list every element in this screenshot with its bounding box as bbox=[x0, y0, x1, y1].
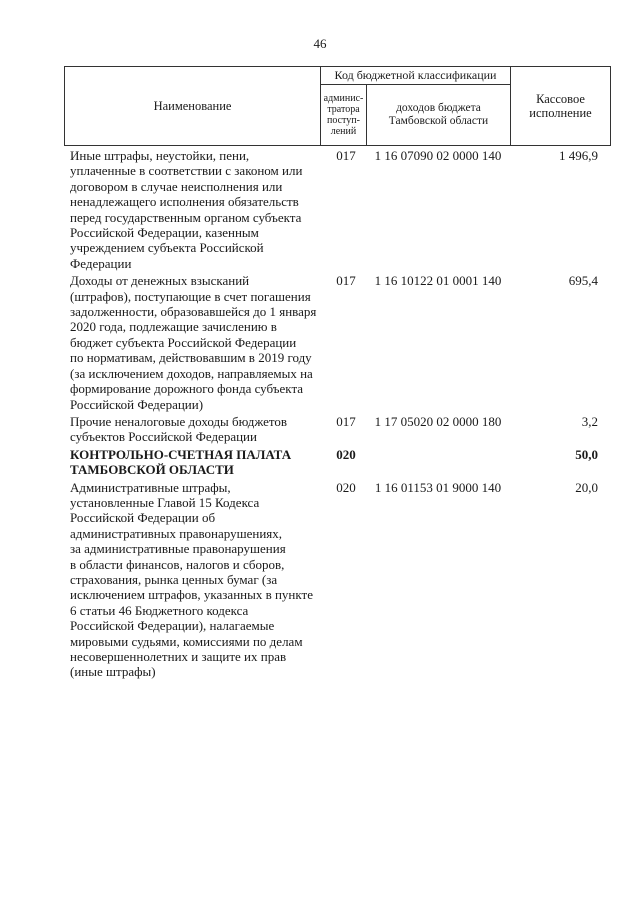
table-row-section bbox=[64, 447, 610, 480]
row-name-line: Иные штрафы, неустойки, пени, bbox=[70, 148, 250, 163]
header-admin-line: админис- bbox=[323, 92, 364, 104]
row-admin-code: 017 bbox=[336, 413, 356, 429]
row-name-line: бюджет субъекта Российской Федерации bbox=[70, 334, 297, 350]
row-name-line: Прочие неналоговые доходы бюджетов bbox=[70, 413, 288, 429]
row-name-line: по нормативам, действовавшим в 2019 году bbox=[70, 350, 312, 366]
row-name-line: (штрафов), поступающие в счет погашения bbox=[70, 288, 311, 304]
row-name-line: ТАМБОВСКОЙ ОБЛАСТИ bbox=[70, 462, 234, 478]
row-name-line: несовершеннолетних и защите их прав bbox=[70, 649, 287, 664]
row-value: 695,4 bbox=[568, 273, 598, 289]
row-name-line: в области финансов, налогов и сборов, bbox=[70, 556, 285, 572]
header-admin bbox=[321, 85, 367, 146]
row-name-line: Доходы от денежных взысканий bbox=[70, 273, 250, 289]
header-admin-line: тратора bbox=[327, 103, 360, 115]
table-row bbox=[64, 273, 610, 414]
row-value: 1 496,9 bbox=[559, 148, 598, 163]
row-name bbox=[64, 447, 320, 480]
row-name bbox=[64, 148, 320, 273]
header-name: Наименование bbox=[65, 67, 321, 146]
row-value: 3,2 bbox=[581, 413, 598, 429]
row-name-line: установленные Главой 15 Кодекса bbox=[70, 494, 260, 510]
row-name-line: административных правонарушениях, bbox=[70, 525, 282, 541]
row-name bbox=[64, 414, 320, 447]
table-row bbox=[64, 414, 610, 447]
table-header bbox=[64, 66, 611, 146]
table-body bbox=[64, 148, 610, 682]
row-name-line: учреждением субъекта Российской bbox=[70, 240, 264, 256]
row-name-line: формирование дорожного фонда субъекта bbox=[70, 381, 304, 397]
header-income bbox=[367, 85, 511, 146]
row-admin-code: 017 bbox=[336, 148, 356, 163]
row-name-line: Российской Федерации, казенным bbox=[70, 225, 259, 241]
row-name-line: исключением штрафов, указанных в пункте bbox=[70, 587, 313, 603]
row-name-line: КОНТРОЛЬНО-СЧЕТНАЯ ПАЛАТА bbox=[70, 446, 292, 462]
header-kass bbox=[511, 67, 611, 146]
row-name-line: задолженности, образовавшейся до 1 января bbox=[70, 304, 317, 320]
header-admin-line: поступ- bbox=[327, 115, 360, 126]
row-name-line: уплаченные в соответствии с законом или bbox=[70, 163, 303, 179]
row-income-code bbox=[366, 447, 510, 480]
row-name-line: перед государственным органом субъекта bbox=[70, 209, 302, 225]
row-admin-code: 017 bbox=[336, 273, 356, 289]
row-name-line: ненадлежащего исполнения обязательств bbox=[70, 194, 299, 210]
page-number: 46 bbox=[313, 36, 327, 51]
row-name-line: Российской Федерации) bbox=[70, 396, 204, 412]
header-income-line: доходов бюджета bbox=[396, 102, 481, 115]
table-row bbox=[64, 480, 610, 682]
row-name-line: Федерации bbox=[70, 255, 132, 271]
row-name-line: 2020 года, подлежащие зачислению в bbox=[70, 319, 277, 335]
row-admin-code: 020 bbox=[336, 446, 356, 462]
row-value: 50,0 bbox=[575, 446, 598, 462]
row-name-line: страхования, рынка ценных бумаг (за bbox=[70, 571, 278, 587]
row-name-line: Административные штрафы, bbox=[70, 479, 231, 495]
row-income-code: 1 16 07090 02 0000 140 bbox=[374, 148, 502, 163]
header-code-group: Код бюджетной классификации bbox=[321, 67, 511, 85]
row-value: 20,0 bbox=[575, 479, 598, 495]
row-name bbox=[64, 480, 320, 682]
row-name-line: 6 статьи 46 Бюджетного кодекса bbox=[70, 602, 249, 618]
header-kass-line: Кассовое bbox=[536, 92, 585, 106]
row-income-code: 1 17 05020 02 0000 180 bbox=[374, 413, 502, 429]
row-name-line: субъектов Российской Федерации bbox=[70, 429, 257, 445]
row-name-line: Российской Федерации об bbox=[70, 510, 216, 526]
row-name-line: за административные правонарушения bbox=[70, 541, 286, 557]
row-name-line: мировыми судьями, комиссиями по делам bbox=[70, 633, 303, 649]
row-name bbox=[64, 273, 320, 414]
header-admin-line: лений bbox=[330, 126, 357, 138]
row-name-line: (иные штрафы) bbox=[70, 664, 156, 680]
row-name-line: (за исключением доходов, направляемых на bbox=[70, 365, 313, 381]
row-name-line: договором в случае неисполнения или bbox=[70, 178, 283, 194]
row-name-line: Российской Федерации), налагаемые bbox=[70, 618, 275, 634]
row-admin-code: 020 bbox=[336, 479, 356, 495]
header-income-line: Тамбовской области bbox=[388, 115, 489, 127]
table-row bbox=[64, 148, 610, 273]
row-income-code: 1 16 01153 01 9000 140 bbox=[374, 479, 502, 495]
header-kass-line: исполнение bbox=[529, 106, 592, 120]
row-income-code: 1 16 10122 01 0001 140 bbox=[374, 273, 502, 289]
